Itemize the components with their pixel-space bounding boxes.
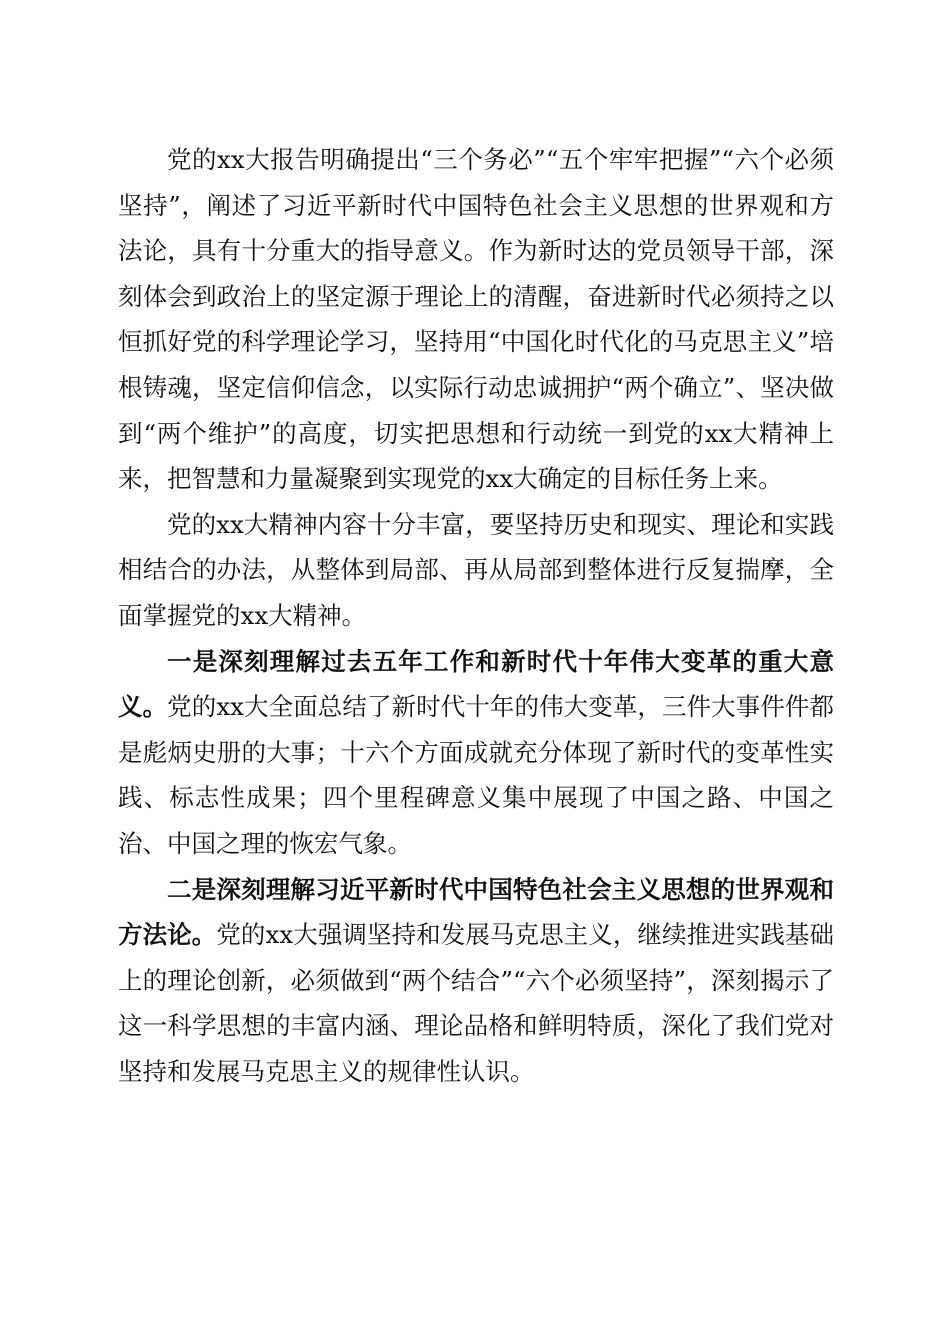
paragraph-spirit bbox=[118, 502, 834, 639]
paragraph-point-one-heading: 一是深刻理解过去五年工作和新时代十年伟大变革的重大意义。 bbox=[118, 646, 834, 722]
paragraph-point-two-text: 党的xx大强调坚持和发展马克思主义，继续推进实践基础上的理论创新，必须做到“两个结合”“六个必须坚持”，深刻揭示了这一科学思想的丰富内涵、理论品格和鲜明特质，深化了我们党对坚持和发展马克思主义的规律性认识。 bbox=[118, 920, 834, 1086]
document-body bbox=[118, 137, 834, 1094]
paragraph-intro-text: 党的xx大报告明确提出“三个务必”“五个牢牢把握”“六个必须坚持”，阐述了习近平新时代中国特色社会主义思想的世界观和方法论，具有十分重大的指导意义。作为新时达的党员领导干部，深刻体会到政治上的坚定源于理论上的清醒，奋进新时代必须持之以恒抓好党的科学理论学习，坚持用“中国化时代化的马克思主义”培根铸魂，坚定信仰信念，以实际行动忠诚拥护“两个确立”、坚决做到“两个维护”的高度，切实把思想和行动统一到党的xx大精神上来，把智慧和力量凝聚到实现党的xx大确定的目标任务上来。 bbox=[118, 145, 834, 494]
paragraph-spirit-text: 党的xx大精神内容十分丰富，要坚持历史和现实、理论和实践相结合的办法，从整体到局部、再从局部到整体进行反复揣摩，全面掌握党的xx大精神。 bbox=[118, 509, 834, 630]
paragraph-point-one bbox=[118, 639, 834, 867]
paragraph-point-one-text: 党的xx大全面总结了新时代十年的伟大变革，三件大事件件都是彪炳史册的大事；十六个方面成就充分体现了新时代的变革性实践、标志性成果；四个里程碑意义集中展现了中国之路、中国之治、中国之理的恢宏气象。 bbox=[118, 692, 834, 858]
paragraph-intro bbox=[118, 137, 834, 502]
paragraph-point-two-heading: 二是深刻理解习近平新时代中国特色社会主义思想的世界观和方法论。 bbox=[118, 874, 834, 950]
paragraph-point-two bbox=[118, 867, 834, 1095]
